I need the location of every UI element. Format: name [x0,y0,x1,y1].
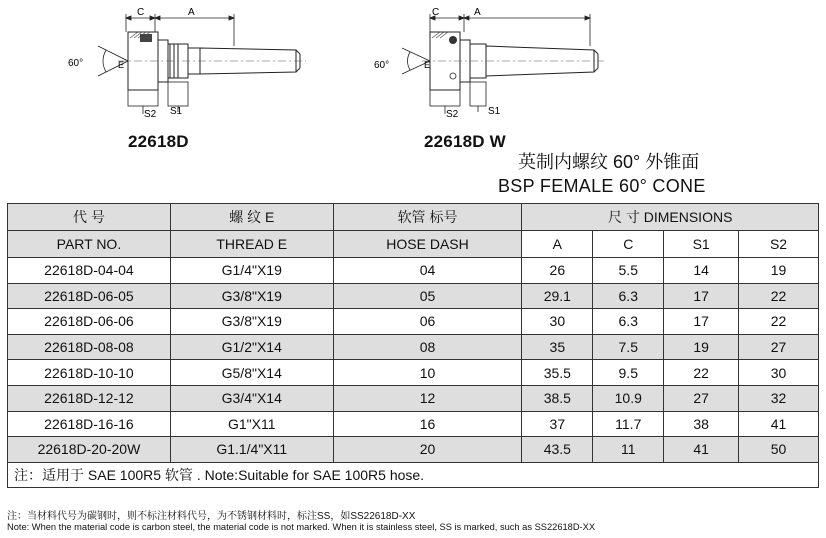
header-s1: S1 [664,231,739,258]
header-hose-cn: 软管 标号 [333,204,522,231]
footnote-chinese: 注：当材料代号为碳钢时，则不标注材料代号，为不锈钢材料时，标注SS，如SS22618D-XX [7,511,416,522]
cell-hose: 10 [333,360,522,386]
cell-c: 11 [593,437,664,463]
cell-s1: 17 [664,283,739,309]
table-row [8,283,819,309]
table-row [8,258,819,284]
table-row [8,334,819,360]
cell-a: 29.1 [522,283,593,309]
dim-s2-label-w: S2 [446,109,459,120]
dim-c-label: C [137,7,145,18]
cell-part: 22618D-06-06 [8,309,171,335]
cell-thread: G3/8"X19 [170,283,333,309]
cell-c: 10.9 [593,385,664,411]
dimensions-table [7,203,819,488]
cell-hose: 20 [333,437,522,463]
cell-part: 22618D-20-20W [8,437,171,463]
cell-a: 43.5 [522,437,593,463]
cell-c: 9.5 [593,360,664,386]
header-dimensions: 尺 寸 DIMENSIONS [522,204,819,231]
dim-s2-label: S2 [144,109,157,120]
table-note-row [8,462,819,488]
table-row [8,360,819,386]
part-label-22618d: 22618D [128,132,189,151]
cell-s2: 50 [739,437,819,463]
dim-a-label: A [188,7,195,18]
header-c: C [593,231,664,258]
cell-hose: 04 [333,258,522,284]
footnote-english: Note: When the material code is carbon steel, the material code is not marked. When it is stainless steel, SS is marked, such as SS22618D-XX [7,522,596,532]
cone-angle-label-w: 60° [374,60,390,71]
cell-hose: 08 [333,334,522,360]
header-hose-dash: HOSE DASH [333,231,522,258]
cell-s2: 22 [739,283,819,309]
cell-thread: G3/8"X19 [170,309,333,335]
dim-a-label-w: A [474,7,481,18]
cell-thread: G1/4"X19 [170,258,333,284]
cell-a: 38.5 [522,385,593,411]
cell-part: 22618D-06-05 [8,283,171,309]
header-code-cn: 代 号 [8,204,171,231]
cell-hose: 12 [333,385,522,411]
fitting-drawing-22618dw [368,2,618,124]
cell-c: 7.5 [593,334,664,360]
table-note: 注：适用于 SAE 100R5 软管 . Note:Suitable for SAE 100R5 hose. [8,462,819,488]
cell-thread: G1/2"X14 [170,334,333,360]
cell-s2: 19 [739,258,819,284]
header-s2: S2 [739,231,819,258]
cell-hose: 05 [333,283,522,309]
cell-a: 35 [522,334,593,360]
dim-e-label-w: E [424,60,431,70]
dim-s1-label-w: S1 [488,106,501,117]
cell-thread: G1"X11 [170,411,333,437]
cell-thread: G5/8"X14 [170,360,333,386]
cell-s1: 19 [664,334,739,360]
table-row [8,385,819,411]
cell-s2: 41 [739,411,819,437]
cell-s2: 30 [739,360,819,386]
cell-hose: 16 [333,411,522,437]
header-part-no: PART NO. [8,231,171,258]
cell-a: 30 [522,309,593,335]
cell-s2: 22 [739,309,819,335]
cell-hose: 06 [333,309,522,335]
table-row [8,437,819,463]
cell-a: 37 [522,411,593,437]
table-row [8,309,819,335]
cell-part: 22618D-04-04 [8,258,171,284]
cone-angle-label: 60° [68,58,84,69]
cell-c: 5.5 [593,258,664,284]
header-a: A [522,231,593,258]
cell-s1: 27 [664,385,739,411]
cell-a: 26 [522,258,593,284]
cell-s1: 41 [664,437,739,463]
title-chinese: 英制内螺纹 60° 外锥面 [518,152,700,172]
cell-s1: 14 [664,258,739,284]
cell-s1: 22 [664,360,739,386]
part-label-22618dw: 22618D W [424,132,506,151]
cell-thread: G1.1/4"X11 [170,437,333,463]
header-thread-cn: 螺 纹 E [170,204,333,231]
cell-c: 11.7 [593,411,664,437]
cell-part: 22618D-12-12 [8,385,171,411]
dim-e-label: E [118,60,125,70]
cell-s1: 38 [664,411,739,437]
cell-s2: 27 [739,334,819,360]
cell-c: 6.3 [593,309,664,335]
cell-part: 22618D-16-16 [8,411,171,437]
dim-s1-label: S1 [170,106,183,117]
cell-part: 22618D-08-08 [8,334,171,360]
table-row [8,411,819,437]
table-header-en-row [8,231,819,258]
cell-thread: G3/4"X14 [170,385,333,411]
cell-c: 6.3 [593,283,664,309]
cell-part: 22618D-10-10 [8,360,171,386]
table-header-cn-row [8,204,819,231]
dim-c-label-w: C [432,7,440,18]
cell-a: 35.5 [522,360,593,386]
cell-s2: 32 [739,385,819,411]
header-thread-e: THREAD E [170,231,333,258]
title-english: BSP FEMALE 60° CONE [498,176,706,196]
cell-s1: 17 [664,309,739,335]
fitting-drawing-22618d [60,2,320,124]
